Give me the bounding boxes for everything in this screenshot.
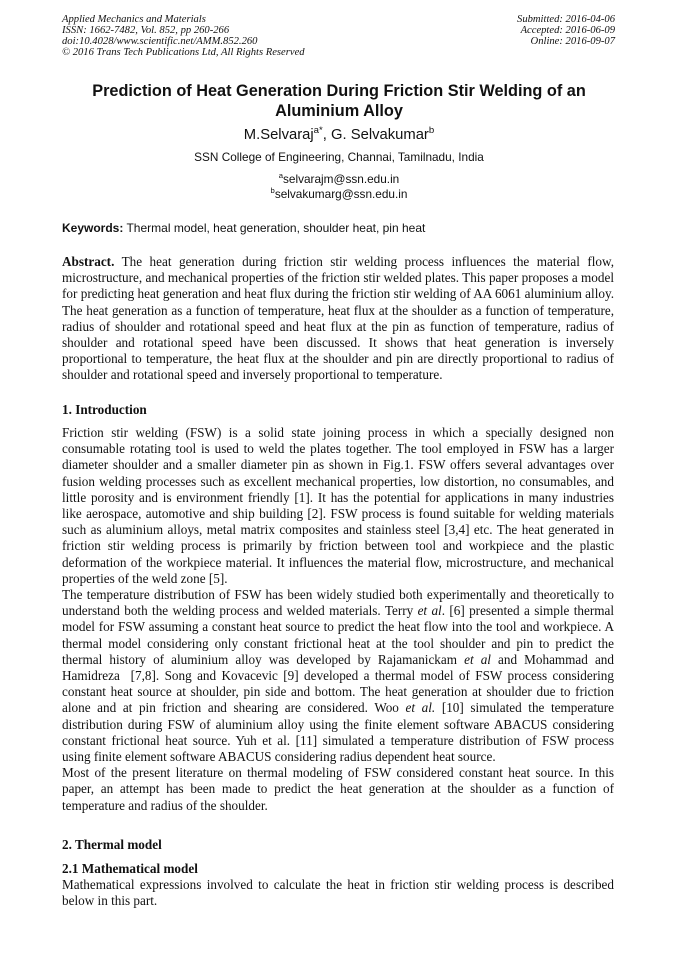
email bbox=[0, 171, 678, 186]
keywords-label: Keywords: bbox=[62, 221, 124, 235]
email-superscript: a bbox=[278, 171, 284, 180]
accepted-date: Accepted: 2016-06-09 bbox=[520, 25, 615, 36]
author-name: G. Selvakumar bbox=[331, 126, 429, 143]
paragraph bbox=[62, 587, 614, 765]
authors bbox=[0, 125, 678, 143]
dates-info bbox=[517, 14, 615, 47]
author-name: M.Selvaraj bbox=[243, 126, 314, 143]
journal-name: Applied Mechanics and Materials bbox=[62, 14, 206, 25]
copyright: © 2016 Trans Tech Publications Ltd, All Rights Reserved bbox=[62, 47, 305, 58]
email bbox=[0, 186, 678, 201]
online-date: Online: 2016-09-07 bbox=[530, 36, 615, 47]
text: . [6] presented a simple thermal model for FSW assuming a constant heat source to predict the heat flow into the tool and workpiece. A thermal model considering only constant frictional heat at the tool shoulder and pin to predict the thermal history of aluminium alloy was developed by Rajamanickam bbox=[62, 603, 614, 667]
email-address: selvakumarg@ssn.edu.in bbox=[274, 186, 408, 201]
introduction-section bbox=[62, 402, 614, 814]
text: and Mohammad and Hamidreza [7,8]. Song and Kovacevic [9] developed a thermal model of FSW process considering constant heat source at shoulder, pin side and bottom. The heat generation at shoulder due to friction alone and at pin friction and shearing are considered. Woo bbox=[62, 651, 614, 716]
author-superscript: b bbox=[428, 125, 435, 136]
issn: ISSN: 1662-7482, Vol. 852, pp 260-266 bbox=[62, 25, 230, 36]
email-address: selvarajm@ssn.edu.in bbox=[283, 171, 400, 186]
submitted-date: Submitted: 2016-04-06 bbox=[517, 14, 615, 25]
text: The temperature distribution of FSW has been widely studied both experimentally and theoretically to understand both the welding process and welded materials. Terry bbox=[62, 587, 614, 619]
title-line: Aluminium Alloy bbox=[275, 102, 403, 120]
section-heading: 2. Thermal model bbox=[62, 837, 162, 852]
email-superscript: b bbox=[270, 186, 275, 195]
paper-title bbox=[0, 81, 678, 121]
author-separator: , bbox=[322, 126, 331, 143]
abstract-text: The heat generation during friction stir welding process influences the material flow, microstructure, and mechanical properties of the friction stir welded plates. This paper proposes a model for predicting heat generation and heat flux during the friction stir welding of AA 6061 aluminium alloy. The heat generation as a function of temperature, heat flux at the shoulder as a function of temperature, radius of shoulder and rotational speed and heat flux at the pin as function of temperature, radius of shoulder and rotational speed have been discussed. It shows that heat generation is inversely proportional to temperature, the heat flux at the shoulder and pin are directly proportional to radius of shoulder and rotational speed and inversely proportional to temperature. bbox=[62, 254, 614, 383]
thermal-model-section bbox=[62, 837, 614, 909]
section-heading: 1. Introduction bbox=[62, 402, 147, 417]
paragraph: Most of the present literature on thermal modeling of FSW considered constant heat source. In this paper, an attempt has been made to predict the heat generation at the shoulder as a function of temperature and radius of the shoulder. bbox=[62, 765, 614, 813]
author-superscript: a* bbox=[313, 125, 323, 136]
subsection-heading: 2.1 Mathematical model bbox=[62, 861, 198, 876]
title-line: Prediction of Heat Generation During Friction Stir Welding of an bbox=[92, 82, 586, 100]
paragraph: Mathematical expressions involved to calculate the heat in friction stir welding process is described below in this part. bbox=[62, 877, 614, 909]
journal-info bbox=[62, 14, 305, 58]
affiliation: SSN College of Engineering, Channai, Tamilnadu, India bbox=[194, 150, 484, 164]
text: [10] simulated the temperature distribution during FSW of aluminium alloy using the finite element software ABACUS considering constant frictional heat source. Yuh et al. [11] simulated a temperature distribution of FSW process using finite element software ABACUS considering radius dependent heat source. bbox=[62, 700, 614, 765]
keywords-text: Thermal model, heat generation, shoulder heat, pin heat bbox=[123, 221, 426, 235]
doi: doi:10.4028/www.scientific.net/AMM.852.260 bbox=[62, 36, 258, 47]
abstract bbox=[62, 254, 614, 384]
text-italic: et al bbox=[464, 651, 491, 667]
text-italic: et al. bbox=[405, 700, 436, 716]
text-italic: et al bbox=[417, 603, 442, 619]
keywords bbox=[62, 221, 425, 235]
abstract-label: Abstract. bbox=[62, 254, 115, 269]
paragraph: Friction stir welding (FSW) is a solid state joining process in which a specially designed non consumable rotating tool is used to weld the plates together. The tool employed in FSW has a larger diameter shoulder and a smaller diameter pin as shown in Fig.1. FSW offers several advantages over fusion welding processes such as excellent mechanical properties, low distortion, no consumables, and little porosity and is environment friendly [1]. It has the potential for applications in many industries like aerospace, automotive and ship building [2]. FSW process is found suitable for welding materials such as aluminium alloys, metal matrix composites and stainless steel [3,4] etc. The heat generated in friction stir welding process is primarily by friction between tool and workpiece and the plastic deformation of the workpiece material. It influences the material flow, microstructure, and mechanical properties of the weld zone [5]. bbox=[62, 425, 614, 586]
